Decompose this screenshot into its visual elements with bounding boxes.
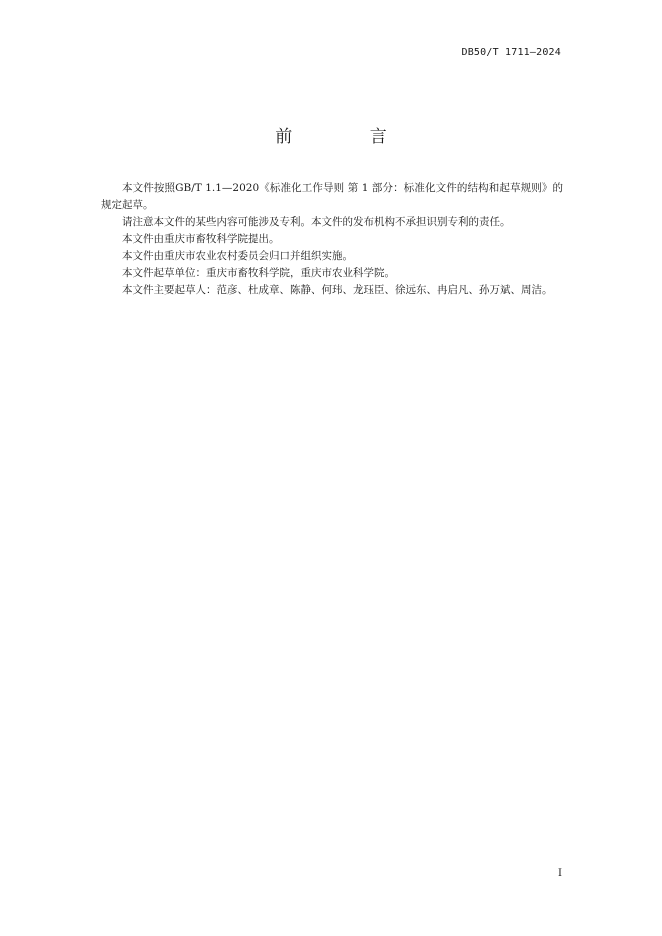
paragraph-administrator: 本文件由重庆市农业农村委员会归口并组织实施。 <box>122 250 353 262</box>
foreword-body <box>101 180 563 299</box>
page-title: 前 言 <box>275 127 423 147</box>
paragraph-proposer: 本文件由重庆市畜牧科学院提出。 <box>122 233 280 245</box>
paragraph-drafters: 本文件主要起草人：范彦、杜成章、陈静、何玮、龙珏臣、徐远东、冉启凡、孙万斌、周洁。 <box>122 284 553 296</box>
paragraph-patent-notice: 请注意本文件的某些内容可能涉及专利。本文件的发布机构不承担识别专利的责任。 <box>122 216 511 228</box>
paragraph-drafting-units: 本文件起草单位：重庆市畜牧科学院，重庆市农业科学院。 <box>122 267 395 279</box>
document-code: DB50/T 1711—2024 <box>461 47 561 58</box>
paragraph-drafting-rule: 本文件按照GB/T 1.1—2020《标准化工作导则 第 1 部分：标准化文件的结构和起草规则》的规定起草。 <box>101 182 563 211</box>
page-number: I <box>558 868 562 879</box>
